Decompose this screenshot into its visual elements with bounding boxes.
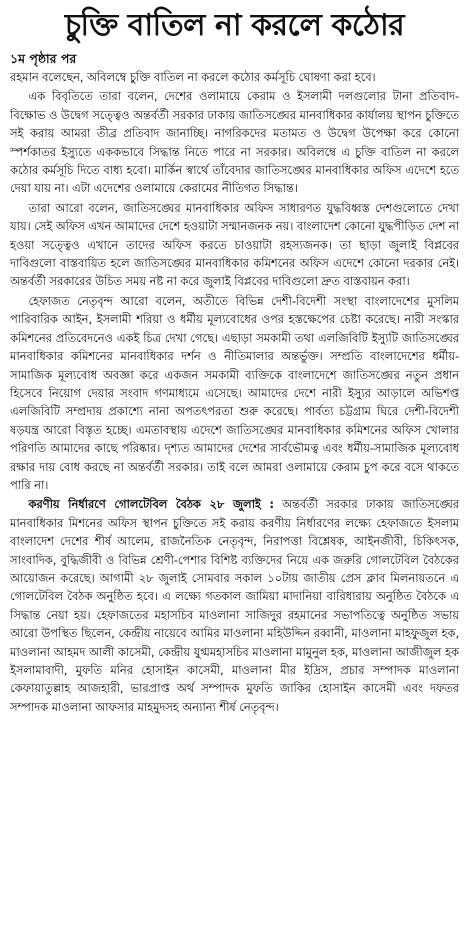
article-paragraph-text: অন্তর্বর্তী সরকার ঢাকায় জাতিসঙ্ঘের মানবাধিকার মিশনের অফিস স্থাপন চুক্তিতে সই করায় করণীয় নির্ধারণের লক্ষ্যে হেফাজতে ইসলাম বাংলাদেশ দেশের শীর্ষ আলেম, রাজনৈতিক নেতৃবৃন্দ, নিরাপত্তা বিশ্লেষক, আইনজীবী, চিকিৎসক, সাংবাদিক, বুদ্ধিজীবী ও বিভিন্ন শ্রেণী-পেশার বিশিষ্ট ব্যক্তিদের নিয়ে এক জরুরি গোলটেবিল বৈঠকের আয়োজন করেছে। আগামী ২৮ জুলাই সোমবার সকাল ১০টায় জাতীয় প্রেস ক্লাব মিলনায়তনে এ গোলটেবিল বৈঠক অনুষ্ঠিত হবে। এ লক্ষ্যে গতকাল জামিয়া মাদানিয়া বারিধারায় অনুষ্ঠিত বৈঠকে এ সিদ্ধান্ত নেয়া হয়। হেফাজতের মহাসচিব মাওলানা সাজিদুর রহমানের সভাপতিত্বে অনুষ্ঠিত সভায় আরো উপস্থিত ছিলেন, কেন্দ্রীয় নায়েবে আমির মাওলানা মহিউদ্দিন রব্বানী, মাওলানা মাহফুজুল হক, মাওলানা আহমদ আলী কাসেমী, কেন্দ্রীয় যুগ্মমহাসচিব মাওলানা মামুনুল হক, মাওলানা আজীজুল হক ইসলামাবাদী, মুফতি মনির হোসাইন কাসেমী, মাওলানা মীর ইদ্রিস, প্রচার সম্পাদক মাওলানা কেফায়াতুল্লাহ আজহারী, ভারপ্রাপ্ত অর্থ সম্পাদক মুফতি জাকির হোসাইন কাসেমী এবং দফতর সম্পাদক মাওলানা আফসার মাহমুদসহ অন্যান্য শীর্ষ নেতৃবৃন্দ। bbox=[10, 497, 459, 714]
article-paragraph: এক বিবৃতিতে তারা বলেন, দেশের ওলামায়ে কেরাম ও ইসলামী দলগুলোর টানা প্রতিবাদ-বিক্ষোভ ও উদ্বেগ সত্ত্বেও অন্তর্বর্তী সরকার ঢাকায় জাতিসঙ্ঘের মানবাধিকার কার্যালয় স্থাপন চুক্তিতে সই করায় আমরা তীব্র প্রতিবাদ জানাচ্ছি। নাগরিকদের মতামত ও উদ্বেগ উপেক্ষা করে কোনো স্পর্শকাতর ইস্যুতে এককভাবে সিদ্ধান্ত নিতে পারে না সরকার। অবিলম্বে এ চুক্তি বাতিল না করলে কঠোর কর্মসূচি দিতে বাধ্য হবো। মার্কিন স্বার্থে তাঁবেদার জাতিসঙ্ঘের মানবাধিকার অফিস এদেশে হতে দেয়া যায় না। এটা এদেশের ওলামায়ে কেরামের নীতিগত সিদ্ধান্ত। bbox=[10, 89, 459, 196]
continued-from-label: ১ম পৃষ্ঠার পর bbox=[10, 51, 77, 66]
article-subhead: করণীয় নির্ধারণে গোলটেবিল বৈঠক ২৮ জুলাই : bbox=[28, 497, 274, 512]
article-headline: চুক্তি বাতিল না করলে কঠোর bbox=[64, 8, 405, 43]
article-paragraph-roundtable bbox=[10, 495, 459, 716]
article-paragraph: রহমান বলেছেন, অবিলম্বে চুক্তি বাতিল না করলে কঠোর কর্মসূচি ঘোষণা করা হবে। bbox=[10, 70, 376, 84]
article-paragraph: হেফাজত নেতৃবৃন্দ আরো বলেন, অতীতে বিভিন্ন দেশী-বিদেশী সংস্থা বাংলাদেশের মুসলিম পারিবারিক আইন, ইসলামী শরিয়া ও ধর্মীয় মূল্যবোধের ওপর হস্তক্ষেপের চেষ্টা করেছে। নারী সংস্কার কমিশনের প্রতিবেদনেও একই চিত্র দেখা গেছে। এছাড়া সমকামী তথা এলজিবিটি ইস্যুটি জাতিসঙ্ঘের মানবাধিকার কমিশনের মানবাধিকার দর্শন ও নীতিমালার অন্তর্ভুক্ত। সম্প্রতি বাংলাদেশের ধর্মীয়-সামাজিক মূল্যবোধ অবজ্ঞা করে একজন সমকামী ব্যক্তিকে বাংলাদেশে জাতিসঙ্ঘের নতুন প্রধান হিসেবে নিয়োগ দেয়ার সংবাদ গণমাধ্যমে এসেছে। আমাদের দেশে নারী ইস্যুর আড়ালে অভিশপ্ত এলজিবিটি সম্প্রদায় প্রকাশ্যে নানা অপতৎপরতা শুরু করেছে। পার্বত্য চট্টগ্রাম ঘিরে দেশী-বিদেশী ষড়যন্ত্র আরো বিস্তৃত হচ্ছে। এমতাবস্থায় এদেশে জাতিসঙ্ঘের মানবাধিকার কমিশনের অফিস খোলার পরিণতি আমাদের কাছে পরিষ্কার। দৃশ্যত আমাদের দেশের সার্বভৌমত্ব এবং ধর্মীয়-সামাজিক মূল্যবোধ রক্ষার দায় বোধ করছে না অন্তর্বর্তী সরকার। তাই বলে আমরা ওলামায়ে কেরাম চুপ করে বসে থাকতে পারি না। bbox=[10, 293, 459, 492]
article-paragraph: তারা আরো বলেন, জাতিসঙ্ঘের মানবাধিকার অফিস সাধারণত যুদ্ধবিধ্বস্ত দেশগুলোতে দেখা যায়। সেই অফিস এখন আমাদের দেশে হওয়াটা সম্মানজনক নয়। বাংলাদেশ কোনো যুদ্ধপীড়িত দেশ না হওয়া সত্ত্বেও এখানে তাদের অফিস করতে চাওয়াটা রহস্যজনক। তা ছাড়া জুলাই বিপ্লবের দাবিগুলো বাস্তবায়িত হলে জাতিসঙ্ঘের মানবাধিকার কমিশনের অফিস এদেশে কোনো দরকার নেই। অন্তর্বর্তী সরকারের উচিত সময় নষ্ট না করে জুলাই বিপ্লবের দাবিগুলো দ্রুত বাস্তবায়ন করা। bbox=[10, 200, 459, 289]
